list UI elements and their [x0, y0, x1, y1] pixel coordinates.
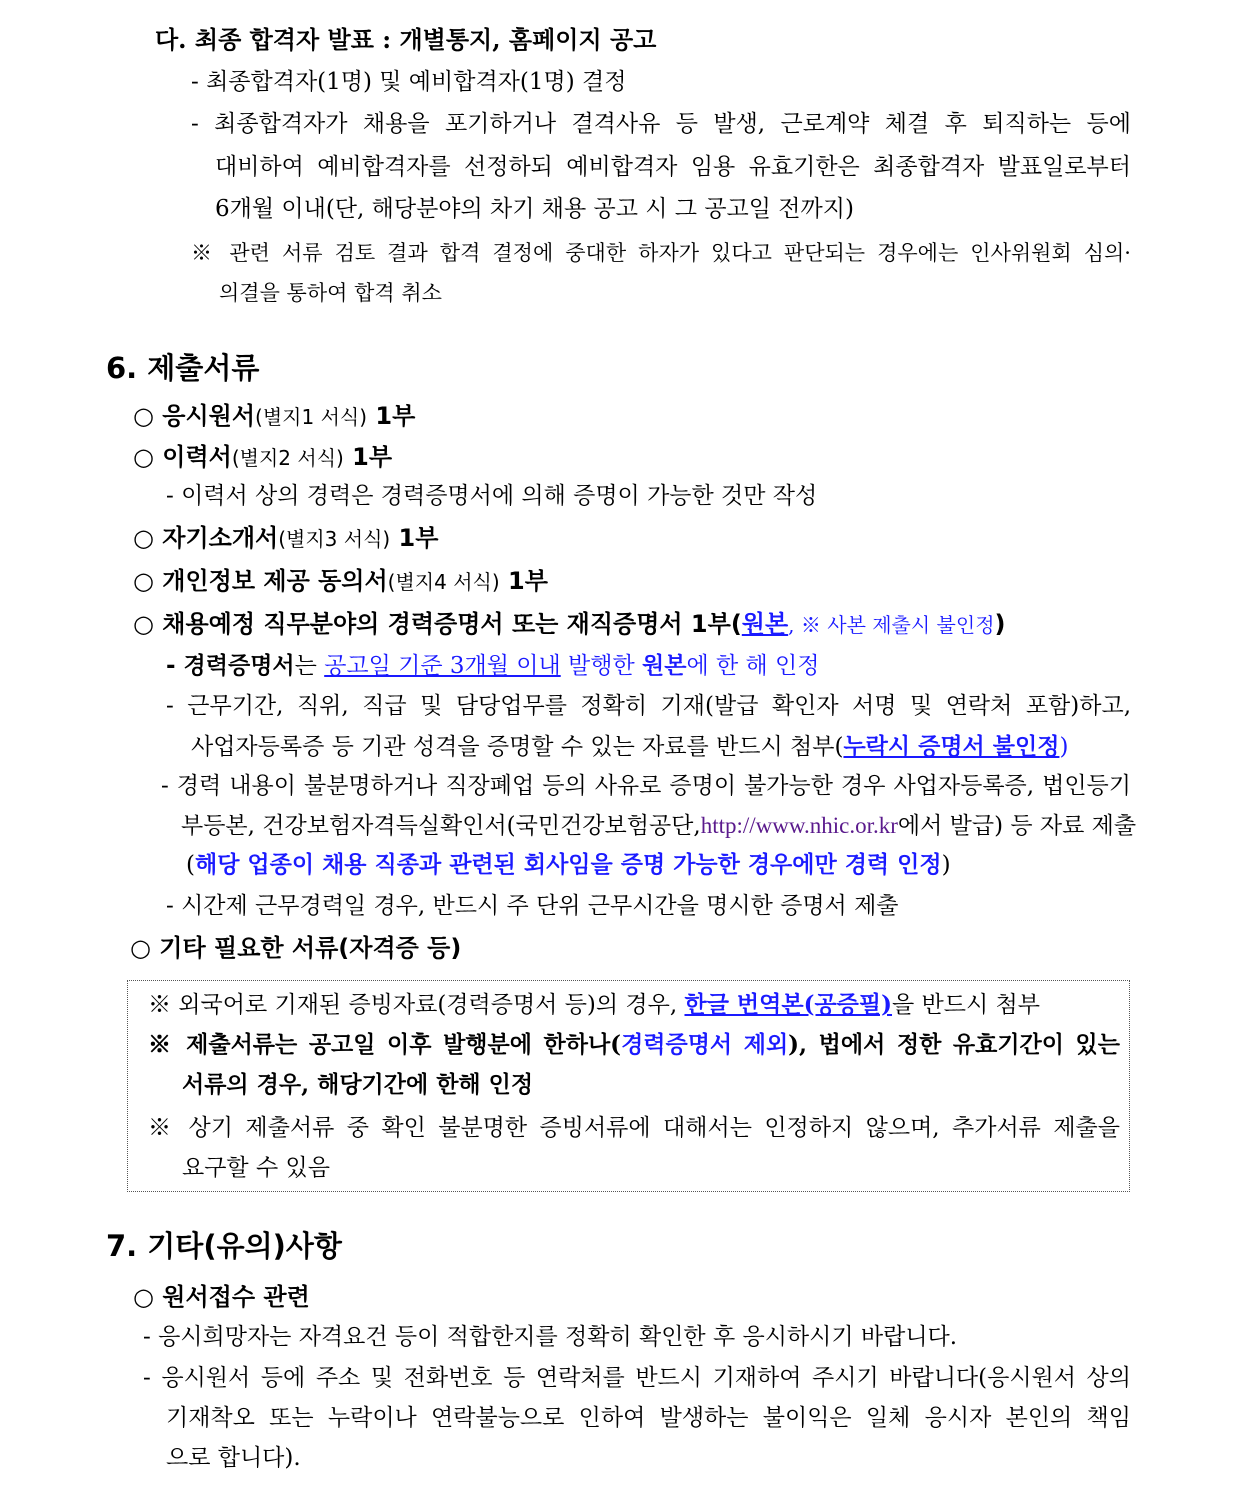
- item-label: ○ 채용예정 직무분야의 경력증명서 또는 재직증명서 1부(: [133, 610, 742, 638]
- doc-item-privacy-consent: [133, 566, 548, 597]
- note-issue-date-line1: [148, 1030, 1120, 1060]
- note-unclear-docs-line2: 요구할 수 있음: [182, 1155, 330, 1181]
- missing-not-accepted: 누락시 증명서 불인정: [843, 733, 1060, 760]
- career-cert-label: - 경력증명서: [166, 653, 295, 679]
- text: ※ 제출서류는 공고일 이후 발행분에 한하나(: [148, 1031, 622, 1058]
- text: 에서 발급) 등 자료 제출: [897, 813, 1137, 839]
- work-period-line2: [191, 732, 1068, 762]
- item-form: (별지3 서식): [278, 527, 391, 551]
- text: 을 반드시 첨부: [892, 992, 1040, 1018]
- part-time-note: - 시간제 근무경력일 경우, 반드시 주 단위 근무시간을 명시한 증명서 제출: [166, 893, 899, 919]
- cancel-note-line1: ※ 관련 서류 검토 결과 합격 결정에 중대한 하자가 있다고 판단되는 경우에는 인사위원회 심의·: [191, 241, 1131, 265]
- contact-info-line1: - 응시원서 등에 주소 및 전화번호 등 연락처를 반드시 기재하여 주시기 바랍니다(응시원서 상의: [143, 1365, 1131, 1391]
- text: 는: [294, 653, 325, 679]
- reserve-bullet-line3: 6개월 이내(단, 해당분야의 차기 채용 공고 시 그 공고일 전까지): [215, 196, 854, 222]
- eligibility-check-note: - 응시희망자는 자격요건 등이 적합한지를 정확히 확인한 후 응시하시기 바랍니다.: [143, 1324, 958, 1350]
- career-cert-rule: [166, 651, 819, 681]
- final-announcement-heading: 다. 최종 합격자 발표 : 개별통지, 홈페이지 공고: [155, 25, 657, 54]
- unclear-career-line3: [186, 850, 951, 880]
- item-label: ○ 응시원서: [133, 402, 256, 430]
- text: ), 법에서 정한 유효기간이 있는: [788, 1031, 1120, 1058]
- item-count: 1부: [367, 402, 416, 430]
- doc-item-other: ○ 기타 필요한 서류(자격증 등): [130, 934, 462, 962]
- item-count: 1부: [343, 443, 393, 471]
- reserve-bullet-line2: 대비하여 예비합격자를 선정하되 예비합격자 임용 유효기한은 최종합격자 발표일로부터: [215, 154, 1131, 180]
- note-unclear-docs-line1: ※ 상기 제출서류 중 확인 불분명한 증빙서류에 대해서는 인정하지 않으며, 추가서류 제출을: [148, 1115, 1120, 1141]
- note-foreign-language: [148, 990, 1040, 1020]
- text: 발행한: [560, 653, 642, 679]
- work-period-line1: - 근무기간, 직위, 직급 및 담당업무를 정확히 기재(발급 확인자 서명 및 연락처 포함)하고,: [166, 693, 1131, 719]
- industry-related-note: 해당 업종이 채용 직종과 관련된 회사임을 증명 가능한 경우에만 경력 인정: [194, 851, 942, 878]
- item-label: ○ 개인정보 제공 동의서: [133, 567, 388, 595]
- doc-item-resume: [133, 442, 392, 473]
- item-label: ○ 자기소개서: [133, 524, 279, 552]
- korean-translation: 한글 번역본(공증필): [684, 991, 893, 1018]
- item-form: (별지2 서식): [231, 446, 344, 470]
- doc-item-career-certificate: [133, 609, 1006, 640]
- note-issue-date-line2: 서류의 경우, 해당기간에 한해 인정: [182, 1071, 534, 1098]
- doc-item-application: [133, 401, 415, 432]
- text: 사업자등록증 등 기관 성격을 증명할 수 있는 자료를 반드시 첨부(: [191, 734, 844, 760]
- text: 에 한 해 인정: [686, 653, 820, 679]
- close-paren: ): [941, 852, 951, 878]
- text: ※ 외국어로 기재된 증빙자료(경력증명서 등)의 경우,: [148, 992, 685, 1018]
- original-label: 원본: [642, 652, 687, 679]
- text: 부등본, 건강보험자격득실확인서(국민건강보험공단,: [181, 813, 701, 839]
- item-form: (별지1 서식): [255, 405, 368, 429]
- final-pass-bullet: - 최종합격자(1명) 및 예비합격자(1명) 결정: [191, 69, 627, 95]
- nhic-link[interactable]: http://www.nhic.or.kr: [700, 813, 898, 838]
- doc-item-self-intro: [133, 523, 438, 554]
- close-paren: ): [994, 610, 1006, 638]
- item-label: ○ 이력서: [133, 443, 232, 471]
- cancel-note-line2: 의결을 통하여 합격 취소: [219, 281, 442, 305]
- section-7-title: 7. 기타(유의)사항: [106, 1229, 342, 1263]
- item-count: 1부: [390, 524, 439, 552]
- reserve-bullet-line1: - 최종합격자가 채용을 포기하거나 결격사유 등 발생, 근로계약 체결 후 퇴직하는 등에: [191, 111, 1131, 137]
- unclear-career-line1: - 경력 내용이 불분명하거나 직장폐업 등의 사유로 증명이 불가능한 경우 사업자등록증, 법인등기: [161, 773, 1131, 799]
- resume-note: - 이력서 상의 경력은 경력증명서에 의해 증명이 가능한 것만 작성: [166, 483, 818, 509]
- unclear-career-line2: [181, 811, 1136, 841]
- section-6-title: 6. 제출서류: [106, 351, 260, 385]
- career-cert-excluded: 경력증명서 제외: [621, 1031, 789, 1058]
- application-receipt-heading: ○ 원서접수 관련: [133, 1283, 310, 1311]
- copy-not-accepted-note: , ※ 사본 제출시 불인정: [788, 613, 995, 637]
- within-3-months: 공고일 기준 3개월 이내: [324, 653, 561, 679]
- open-paren: (: [186, 852, 195, 878]
- original-emphasis: 원본: [741, 610, 789, 638]
- item-form: (별지4 서식): [387, 570, 500, 594]
- item-count: 1부: [499, 567, 548, 595]
- contact-info-line3: 으로 합니다).: [166, 1445, 301, 1471]
- close-paren: ): [1059, 734, 1069, 760]
- contact-info-line2: 기재착오 또는 누락이나 연락불능으로 인하여 발생하는 불이익은 일체 응시자 본인의 책임: [166, 1405, 1131, 1431]
